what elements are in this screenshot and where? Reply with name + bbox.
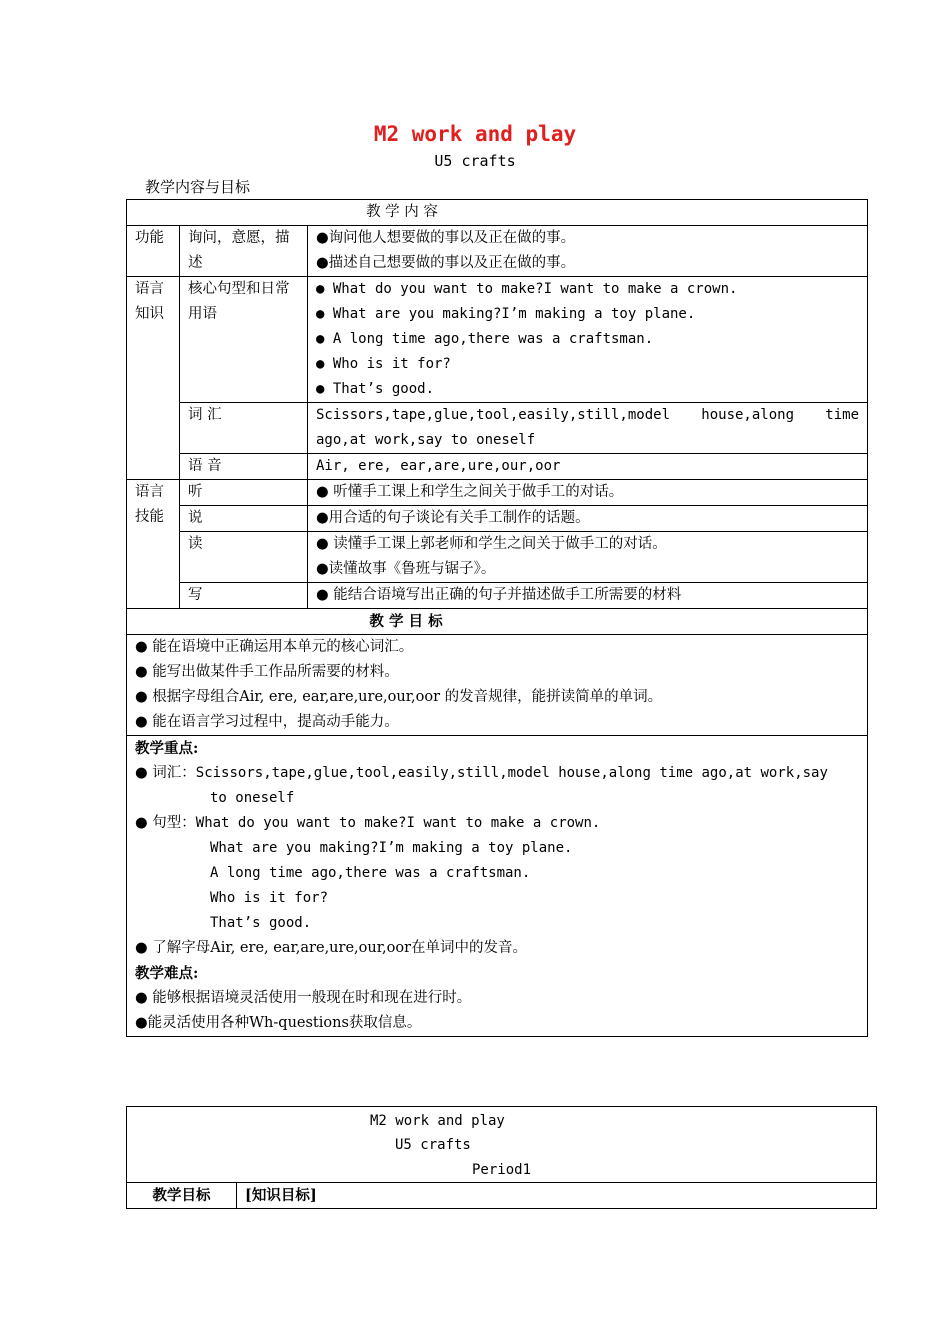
key-sentence: What are you making?I’m making a toy plane. <box>210 840 573 856</box>
vocab-text: Scissors,tape,glue,tool,easily,still,model house,along time ago,at work,say to oneself <box>308 403 868 454</box>
list-item: ● What do you want to make?I want to make a crown. <box>316 281 738 297</box>
list-item: ● 能在语言学习过程中，提高动手能力。 <box>135 714 399 730</box>
write-text: ● 能结合语境写出正确的句子并描述做手工所需要的材料 <box>308 583 868 609</box>
key-sentence: A long time ago,there was a craftsman. <box>210 865 531 881</box>
document-title: M2 work and play <box>373 122 577 146</box>
list-item: ● What are you making?I’m making a toy plane. <box>316 306 696 322</box>
period-label: Period1 <box>472 1162 532 1178</box>
list-item: ● Who is it for? <box>316 356 451 372</box>
read-sub: 读 <box>180 532 308 583</box>
listen-text: ● 听懂手工课上和学生之间关于做手工的对话。 <box>308 480 868 506</box>
core-items <box>308 277 868 403</box>
content-header: 教 学 内 容 <box>366 204 438 220</box>
list-item: ● 能够根据语境灵活使用一般现在时和现在进行时。 <box>135 990 472 1006</box>
difficulties-label: 教学难点: <box>135 965 199 982</box>
list-item: ● 根据字母组合Air, ere, ear,are,ure,our,oor 的发音规律，能拼读简单的单词。 <box>135 689 663 705</box>
goals-list <box>127 635 868 736</box>
core-sub: 核心句型和日常用语 <box>180 277 308 403</box>
key-phonics-line: ● 了解字母Air, ere, ear,are,ure,our,oor在单词中的发音。 <box>135 940 528 956</box>
key-sentence: Who is it for? <box>210 890 329 906</box>
key-vocab-line2: to oneself <box>210 790 295 806</box>
read-items <box>308 532 868 583</box>
key-points-section <box>127 736 868 1037</box>
knowledge-category: 语言知识 <box>127 277 180 480</box>
list-item: ●能灵活使用各种Wh-questions获取信息。 <box>135 1015 422 1031</box>
list-item: ● 能在语境中正确运用本单元的核心词汇。 <box>135 639 414 655</box>
skills-category: 语言技能 <box>127 480 180 609</box>
function-category: 功能 <box>127 226 180 277</box>
goals-header: 教 学 目 标 <box>127 609 868 635</box>
phonics-text: Air, ere, ear,are,ure,our,oor <box>308 454 868 480</box>
content-table <box>126 199 868 1037</box>
speak-text: ●用合适的句子谈论有关手工制作的话题。 <box>308 506 868 532</box>
document-subtitle: U5 crafts <box>434 152 516 170</box>
period-table <box>126 1106 877 1209</box>
vocab-sub: 词 汇 <box>180 403 308 454</box>
list-item: ● A long time ago,there was a craftsman. <box>316 331 654 347</box>
key-sentence: That’s good. <box>210 915 312 931</box>
key-vocab-line1: Scissors,tape,glue,tool,easily,still,model house,along time ago,at work,say <box>195 765 828 781</box>
goal-value: [知识目标] <box>237 1183 877 1209</box>
key-sentence-prefix: ● 句型： <box>135 815 196 831</box>
key-points-label: 教学重点: <box>135 740 199 757</box>
phonics-sub: 语 音 <box>180 454 308 480</box>
section-label: 教学内容与目标 <box>145 178 251 196</box>
goal-label: 教学目标 <box>127 1183 237 1209</box>
function-sub: 询问，意愿，描述 <box>180 226 308 277</box>
key-vocab-prefix: ● 词汇： <box>135 765 196 781</box>
key-sentence: What do you want to make?I want to make a crown. <box>195 815 601 831</box>
list-item: ● That’s good. <box>316 381 435 397</box>
list-item: ● 读懂手工课上郭老师和学生之间关于做手工的对话。 <box>316 536 667 552</box>
period-title: M2 work and play <box>370 1113 505 1129</box>
list-item: ●读懂故事《鲁班与锯子》。 <box>316 561 496 577</box>
function-items <box>308 226 868 277</box>
write-sub: 写 <box>180 583 308 609</box>
list-item: ●询问他人想要做的事以及正在做的事。 <box>316 230 576 246</box>
period-subtitle: U5 crafts <box>395 1137 471 1153</box>
speak-sub: 说 <box>180 506 308 532</box>
period-header <box>127 1107 877 1183</box>
list-item: ●描述自己想要做的事以及正在做的事。 <box>316 255 576 271</box>
list-item: ● 能写出做某件手工作品所需要的材料。 <box>135 664 399 680</box>
listen-sub: 听 <box>180 480 308 506</box>
